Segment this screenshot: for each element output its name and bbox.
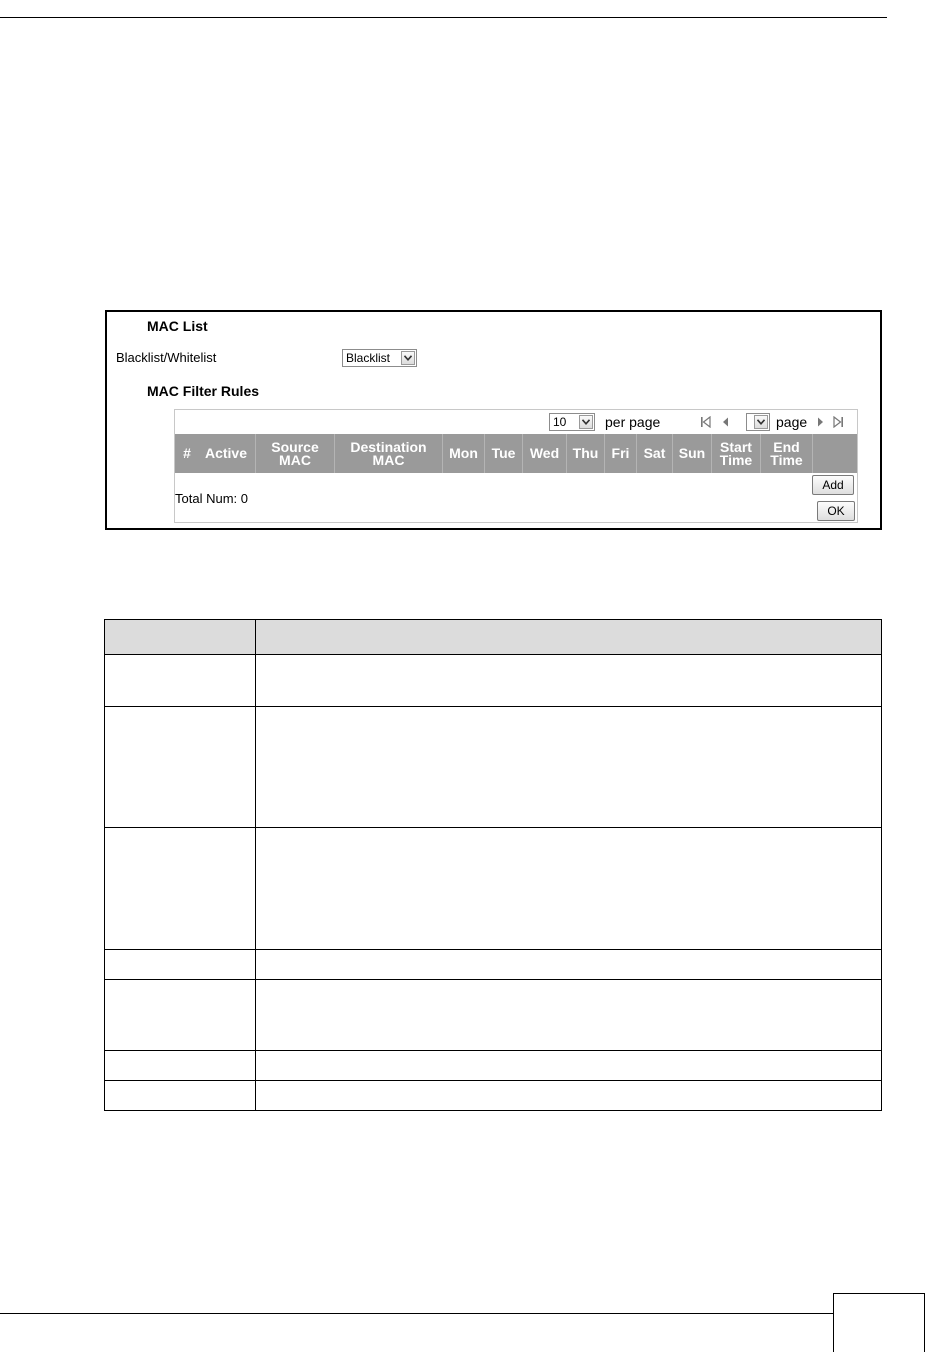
page-number-box	[833, 1293, 925, 1352]
chevron-down-icon	[754, 415, 768, 429]
col-number: #	[183, 445, 191, 461]
table-cell	[105, 980, 256, 1051]
table-row	[105, 1051, 882, 1081]
total-num: Total Num: 0	[175, 491, 248, 506]
per-page-label: per page	[605, 414, 661, 430]
header-cell	[255, 620, 881, 655]
col-source-mac	[256, 434, 334, 473]
col-thu: Thu	[572, 445, 599, 461]
mac-filter-rules-panel	[174, 409, 858, 523]
blacklist-whitelist-label: Blacklist/Whitelist	[116, 350, 217, 365]
col-tue: Tue	[491, 445, 516, 461]
table-cell	[255, 1081, 881, 1111]
table-cell	[255, 950, 881, 980]
previous-page-icon[interactable]	[720, 416, 732, 428]
table-cell	[255, 1051, 881, 1081]
header-rule	[0, 17, 887, 18]
table-cell	[105, 1051, 256, 1081]
table-cell	[105, 950, 256, 980]
table-cell	[105, 655, 256, 707]
rules-table-header	[175, 434, 857, 473]
table-cell	[255, 707, 881, 828]
table-row	[105, 707, 882, 828]
chevron-down-icon	[579, 415, 593, 429]
col-start-time	[712, 434, 760, 473]
col-destination-mac-label: Destination MAC	[350, 438, 427, 468]
page-select[interactable]	[746, 413, 770, 431]
ok-button[interactable]: OK	[817, 501, 855, 521]
col-fri: Fri	[611, 445, 630, 461]
table-cell	[105, 707, 256, 828]
col-destination-mac	[335, 434, 442, 473]
col-end-time	[761, 434, 812, 473]
col-active: Active	[204, 445, 248, 461]
mac-filter-rules-title: MAC Filter Rules	[147, 383, 260, 399]
col-source-mac-label: Source MAC	[271, 438, 319, 468]
last-page-icon[interactable]	[832, 416, 844, 428]
table-row	[105, 1081, 882, 1111]
table-cell	[105, 1081, 256, 1111]
description-table	[104, 619, 882, 1111]
header-cell	[105, 620, 256, 655]
mac-list-title: MAC List	[147, 318, 208, 334]
add-button[interactable]: Add	[812, 475, 854, 495]
mode-select[interactable]	[342, 349, 417, 367]
mac-filter-screenshot	[105, 310, 882, 530]
column-divider	[812, 434, 813, 473]
col-sat: Sat	[643, 445, 666, 461]
table-row	[105, 655, 882, 707]
footer-rule	[0, 1313, 833, 1314]
table-cell	[105, 828, 256, 950]
per-page-value: 10	[553, 415, 567, 429]
col-end-time-label: End Time	[770, 438, 803, 468]
per-page-select[interactable]	[549, 413, 595, 431]
table-row	[105, 950, 882, 980]
next-page-icon[interactable]	[814, 416, 826, 428]
table-cell	[255, 655, 881, 707]
table-row	[105, 828, 882, 950]
chevron-down-icon	[401, 351, 415, 365]
description-table-header	[105, 620, 882, 655]
first-page-icon[interactable]	[700, 416, 712, 428]
table-cell	[255, 828, 881, 950]
page-label: page	[776, 414, 808, 430]
table-cell	[255, 980, 881, 1051]
col-start-time-label: Start Time	[719, 438, 753, 468]
mode-select-value: Blacklist	[346, 351, 391, 365]
col-mon: Mon	[449, 445, 478, 461]
col-wed: Wed	[529, 445, 560, 461]
col-sun: Sun	[678, 445, 706, 461]
table-row	[105, 980, 882, 1051]
